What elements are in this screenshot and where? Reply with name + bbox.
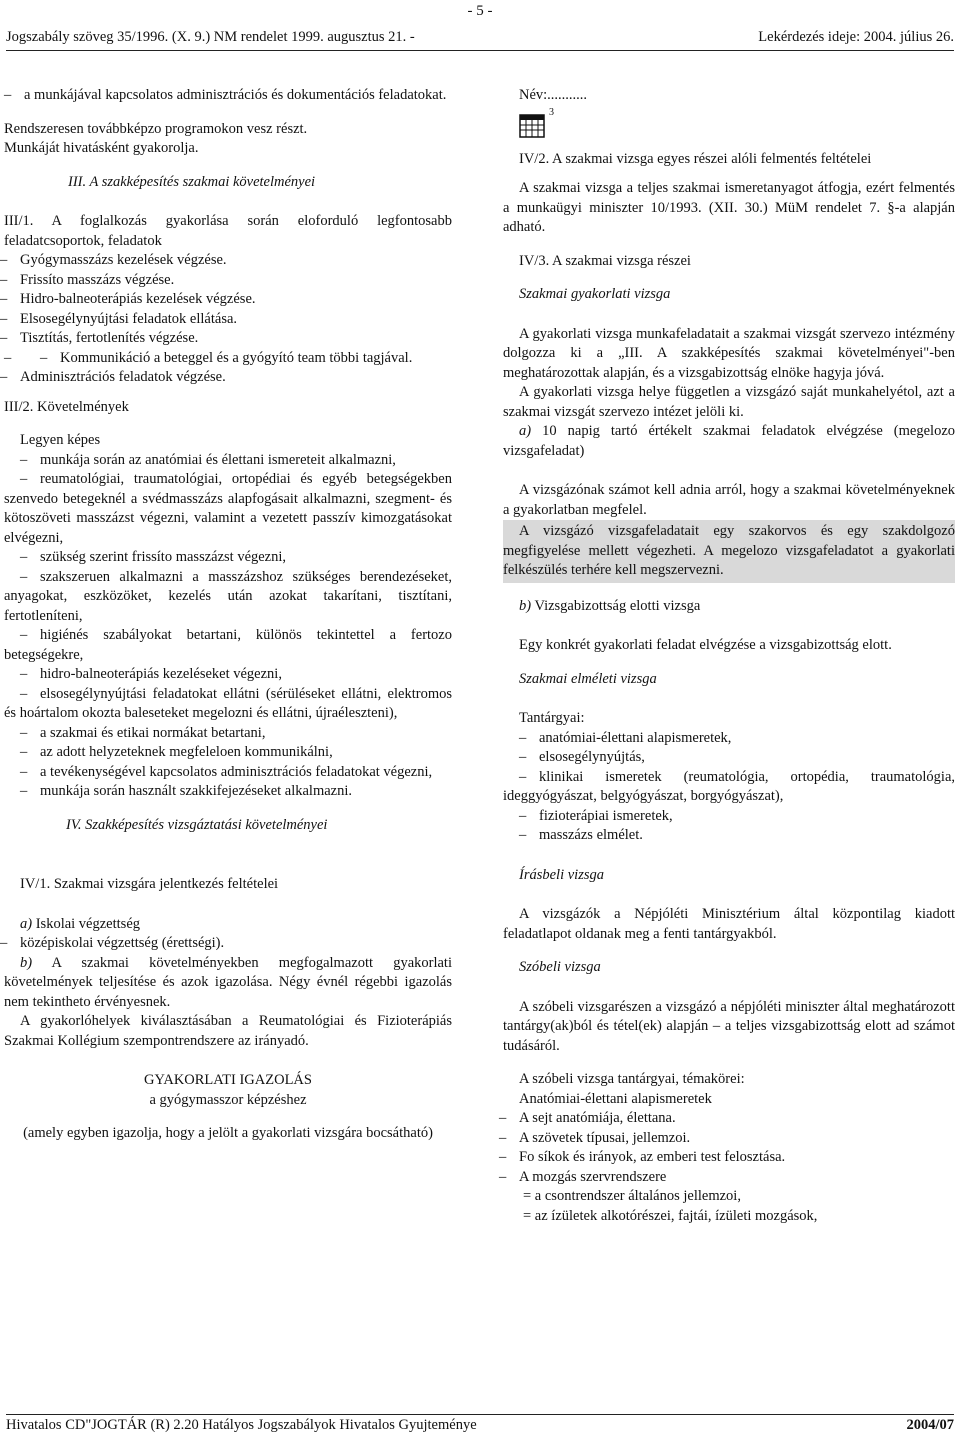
requirement-item: – reumatológiai, traumatológiai, ortopédiai és egyéb betegségekben szenvedo betegeknél a svédmasszázs alapfogásait alkalmazni, szegment- és kötoszöveti masszázst végezni, valamint a vezetett passzív kimozgatásokat elvégezni, [4,471,452,546]
subsection-iv-2: IV/2. A szakmai vizsga egyes részei alóli felmentés feltételei [519,150,872,167]
written-exam-heading: Írásbeli vizsga [519,866,604,883]
list-item: – – Kommunikáció a beteggel és a gyógyító team többi tagjával. [4,349,452,369]
subsection-iv-1: IV/1. Szakmai vizsgára jelentkezés feltételei [20,876,279,892]
text-paragraph: A szóbeli vizsgarészen a vizsgázó a népjóléti miniszter által meghatározott tantárgy(ak)ból és tétel(ek) alapján – a teljes vizsgabizottság elott ad számot tudásáról. [503,998,955,1054]
section-heading-iv: IV. Szakképesítés vizsgáztatási követelményei [66,816,328,833]
page-number: - 5 - [467,3,493,19]
subject-item: – anatómiai-élettani alapismeretek, [519,729,732,746]
topic-item: – A sejt anatómiája, élettana. [503,1109,955,1129]
topic-item: – A szövetek típusai, jellemzoi. [503,1129,955,1149]
list-item: – Frissíto masszázs végzése. [4,271,452,291]
requirement-item: – higiénés szabályokat betartani, különös tekintettel a fertozo betegségekre, [4,627,452,663]
subsection-iv-3: IV/3. A szakmai vizsga részei [519,252,691,269]
practical-exam-heading: Szakmai gyakorlati vizsga [519,286,671,302]
list-item: – Gyógymasszázs kezelések végzése. [4,251,452,271]
list-item: – Adminisztrációs feladatok végzése. [4,368,452,388]
certificate-note: (amely egyben igazolja, hogy a jelölt a gyakorlati vizsgára bocsátható) [23,1125,433,1141]
requirement-item: – elsosegélynyújtási feladatokat ellátni (sérüléseket ellátni, elektromos és hoártalom okozta baleseteket megelozni és ellátni, újraéleszteni), [4,685,452,721]
text-line: b) Vizsgabizottság elotti vizsga [519,597,701,614]
calendar-icon [519,112,549,147]
left-column [4,86,452,1144]
text-line: Munkáját hivatásként gyakorolja. [4,140,199,156]
text-paragraph: b) A szakmai követelményekben megfogalmazott gyakorlati követelmények teljesítése és azok igazolása. Négy évnél régebbi igazolás nem tekintheto érvényesnek. [4,954,452,1010]
text-line: A szóbeli vizsga tantárgyai, témakörei: [519,1071,745,1087]
requirement-item: – munkája során az anatómiai és élettani ismereteit alkalmazni, [20,451,396,468]
footer-left: Hivatalos CD"JOGTÁR (R) 2.20 Hatályos Jogszabályok Hivatalos Gyujteménye [6,1417,477,1433]
requirement-item: – a tevékenységével kapcsolatos adminisztrációs feladatokat végezni, [20,763,433,780]
text-line: a) Iskolai végzettség [20,915,141,932]
requirement-item: – az adott helyzeteknek megfeleloen kommunikálni, [20,744,333,760]
text-paragraph: Egy konkrét gyakorlati feladat elvégzése a vizsgabizottság elott. [519,637,892,653]
text-line: Anatómiai-élettani alapismeretek [519,1090,712,1107]
requirement-item: – szükség szerint frissíto masszázst végezni, [20,549,287,565]
page-header [6,28,954,51]
list-item: – középiskolai végzettség (érettségi). [4,934,452,954]
certificate-subtitle: a gyógymasszor képzéshez [149,1091,307,1108]
topic-item: – A mozgás szervrendszere [503,1168,955,1188]
requirement-item: – munkája során használt szakkifejezéseket alkalmazni. [20,783,353,799]
text-paragraph: A gyakorlati vizsga munkafeladatait a szakmai vizsgát szervezo intézmény dolgozza ki a „III. A szakképesítés szakmai követelményei"-ben meghatározottak alapján, és a vizsgabizottság elnöke hagyja jóvá. [503,325,955,381]
subsection-iii-2: III/2. Követelmények [4,398,129,415]
subject-item: – elsosegélynyújtás, [519,749,645,765]
subject-item: – masszázs elmélet. [519,827,643,843]
highlighted-paragraph: A vizsgázó vizsgafeladatait egy szakorvos és egy szakdolgozó megfigyelése mellett végezheti. A megelozo vizsgafeladatot a gyakorlati felkészülés terhére kell megszervezni. [503,520,955,583]
header-left: Jogszabály szöveg 35/1996. (X. 9.) NM rendelet 1999. augusztus 21. - [6,29,415,45]
name-field-label: Név:........... [519,87,588,103]
calendar-icon-wrap [503,106,955,150]
list-item: – Tisztítás, fertotlenítés végzése. [4,329,452,349]
footer-right: 2004/07 [906,1417,954,1433]
theory-exam-heading: Szakmai elméleti vizsga [519,670,657,687]
requirement-item: – hidro-balneoterápiás kezeléseket végezni, [20,666,282,682]
text-line: Legyen képes [20,432,101,448]
text-line: Rendszeresen továbbképzo programokon vesz részt. [4,120,308,137]
page-footer [6,1414,954,1436]
requirement-item: – a szakmai és etikai normákat betartani, [20,724,266,741]
subsection-iii-1: III/1. A foglalkozás gyakorlása során eloforduló legfontosabb feladatcsoportok, feladatok [4,213,452,249]
requirement-item: – szakszeruen alkalmazni a masszázshoz szükséges berendezéseket, anyagokat, eszközöket, kezelés után azokat takarítani, tisztítani, fertotleníteni, [4,568,452,624]
list-item: – Elsosegélynyújtási feladatok ellátása. [4,310,452,330]
list-item: – Hidro-balneoterápiás kezelések végzése. [4,290,452,310]
subject-item: – klinikai ismeretek (reumatológia, ortopédia, traumatológia, ideggyógyászat, belgyógyászat, borgyógyászat), [503,768,955,804]
text-paragraph: A vizsgázók a Népjóléti Minisztérium által központilag kiadott feladatlapot oldanak meg a fenti tantárgyakból. [503,906,955,942]
subjects-label: Tantárgyai: [519,710,585,726]
text-paragraph: A vizsgázónak számot kell adnia arról, hogy a szakmai követelményeknek a gyakorlatban megfelel. [503,482,955,518]
topic-subitem: = az ízületek alkotórészei, fajtái, ízületi mozgások, [523,1207,818,1224]
topic-item: – Fo síkok és irányok, az emberi test felosztása. [503,1148,955,1168]
text-paragraph: A szakmai vizsga a teljes szakmai ismeretanyagot átfogja, ezért felmentés a munkaügyi miniszter 10/1993. (XII. 30.) MüM rendelet 7. §-a alapján adható. [503,180,955,235]
right-column [503,86,955,1226]
text-paragraph: A gyakorlati vizsga helye független a vizsgázó saját munkahelyétol, azt a szakmai vizsgát szervezo intézet jelöli ki. [503,384,955,420]
text-line: – a munkájával kapcsolatos adminisztrációs és dokumentációs feladatokat. [4,86,452,106]
oral-exam-heading: Szóbeli vizsga [519,959,601,975]
icon-superscript: 3 [549,106,554,118]
subject-item: – fizioterápiai ismeretek, [519,807,673,824]
header-right: Lekérdezés ideje: 2004. július 26. [758,29,954,45]
text-paragraph: A gyakorlóhelyek kiválasztásában a Reumatológiai és Fizioterápiás Szakmai Kollégium szempontrendszere az irányadó. [4,1013,452,1049]
certificate-title: GYAKORLATI IGAZOLÁS [144,1072,312,1088]
section-heading-iii: III. A szakképesítés szakmai követelményei [68,173,316,190]
topic-subitem: = a csontrendszer általános jellemzoi, [523,1188,741,1204]
text-paragraph: a) 10 napig tartó értékelt szakmai feladatok elvégzése (megelozo vizsgafeladat) [503,423,955,459]
